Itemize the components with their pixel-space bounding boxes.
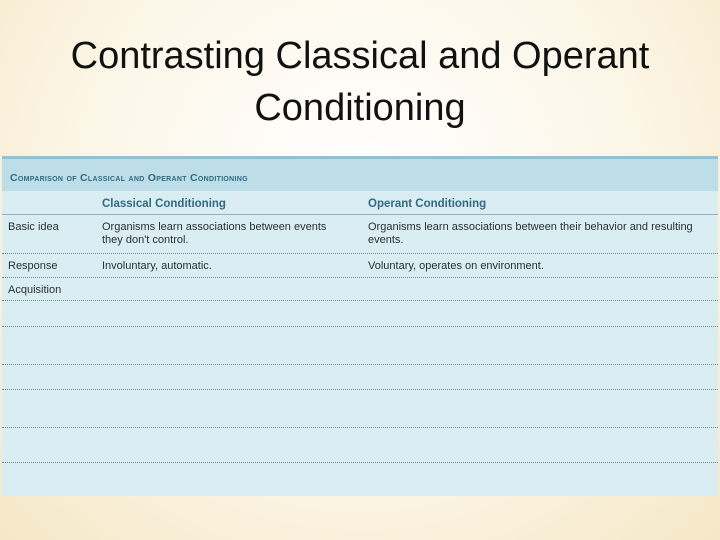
cell-response-operant: Voluntary, operates on environment. xyxy=(368,260,544,272)
cell-basic-idea-classical: Organisms learn associations between events they don't control. xyxy=(102,221,327,246)
row-divider xyxy=(2,462,718,463)
table-caption-bar xyxy=(2,159,718,191)
comparison-table xyxy=(2,156,718,496)
table-caption: Comparison of Classical and Operant Conditioning xyxy=(10,172,248,184)
row-label-acquisition: Acquisition xyxy=(8,284,62,296)
row-divider xyxy=(2,253,718,254)
row-divider xyxy=(2,326,718,327)
slide-title xyxy=(0,30,720,134)
column-header-operant: Operant Conditioning xyxy=(368,198,487,210)
row-divider xyxy=(2,389,718,390)
cell-basic-idea-operant: Organisms learn associations between their behavior and resulting events. xyxy=(368,221,693,246)
row-divider xyxy=(2,300,718,301)
header-divider xyxy=(2,214,718,215)
row-divider xyxy=(2,277,718,278)
row-divider xyxy=(2,364,718,365)
row-label-basic-idea: Basic idea xyxy=(8,221,59,233)
slide-title-line-1: Contrasting Classical and Operant xyxy=(70,35,650,77)
slide-title-line-2: Conditioning xyxy=(254,87,466,129)
column-header-classical: Classical Conditioning xyxy=(102,198,226,210)
row-divider xyxy=(2,427,718,428)
cell-response-classical: Involuntary, automatic. xyxy=(102,260,212,272)
row-label-response: Response xyxy=(8,260,58,272)
